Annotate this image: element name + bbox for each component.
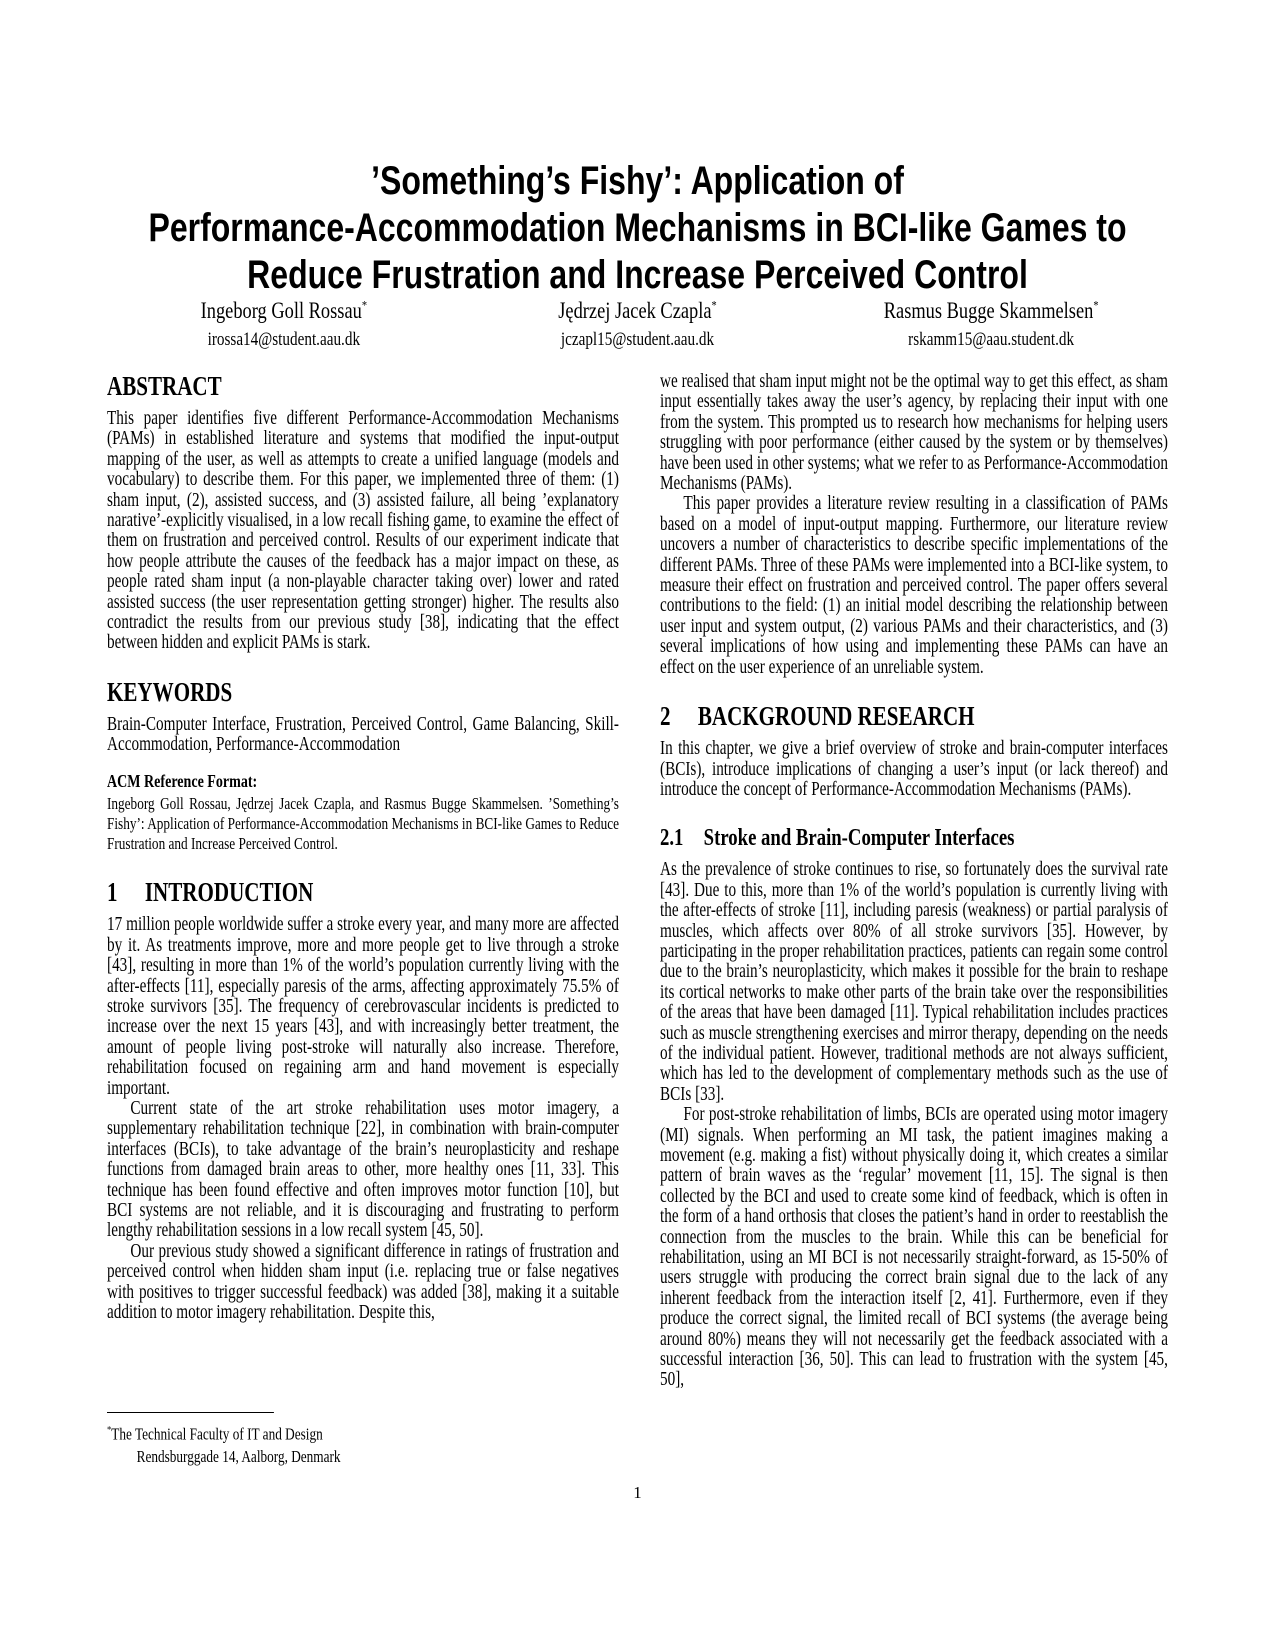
right-column (660, 372, 1168, 1391)
paper-title-line-2: Performance-Accommodation Mechanisms in BCI-like Games to (148, 206, 1127, 250)
author-1 (107, 297, 461, 352)
authors-row (107, 297, 1168, 352)
introduction-section-number: 1 (107, 877, 118, 908)
subsection-2-1-heading (660, 824, 1168, 852)
subsection-2-1-paragraph-1: As the prevalence of stroke continues to rise, so fortunately does the survival rate [43]. Due to this, more than 1% of the world’s population is currently living with the after-effects of stroke [11], including paresis (weakness) or partial paralysis of muscles, which affects over 80% of all stroke survivors [35]. However, by participating in the proper rehabilitation practices, patients can regain some control due to the brain’s neuroplasticity, which makes it possible for the brain to reshape its cortical networks to make other parts of the brain take over the responsibilities of the areas that have been damaged [11]. Typical rehabilitation includes practices such as muscle strengthening exercises and mirror therapy, depending on the needs of the individual patient. However, traditional methods are not always sufficient, which has led to the development of complementary methods such as the use of BCIs [33]. (660, 859, 1168, 1105)
subsection-2-1-title: Stroke and Brain-Computer Interfaces (703, 825, 1015, 852)
author-2-email: jczapl15@student.aau.dk (560, 329, 715, 350)
background-section-title: BACKGROUND RESEARCH (697, 701, 975, 732)
footnote-affiliation: The Technical Faculty of IT and Design (111, 1424, 323, 1444)
author-3-name-text: Rasmus Bugge Skammelsen (883, 298, 1094, 323)
paper-title-line-1: ’Something’s Fishy’: Application of (371, 159, 904, 203)
left-column (107, 372, 619, 1323)
abstract-heading: ABSTRACT (107, 371, 222, 401)
authors-block (107, 297, 1168, 352)
paper-title (107, 158, 1168, 299)
introduction-heading (107, 878, 619, 907)
author-1-footnote-marker: * (361, 297, 368, 313)
author-3 (814, 297, 1168, 352)
author-3-name (814, 297, 1168, 325)
footnote-affiliation-line (107, 1419, 619, 1446)
footnote-marker: * (107, 1424, 112, 1436)
abstract-text: This paper identifies five different Performance-Accommodation Mechanisms (PAMs) in established literature and systems that modified the input-output mapping of the user, as well as attempts to create a unified language (models and vocabulary) to describe them. For this paper, we implemented three of them: (1) sham input, (2), assisted success, and (3) assisted failure, all being ’explanatory narative’-explicitly visualised, in a low recall fishing game, to examine the effect of them on frustration and perceived control. Results of our experiment indicate that how people attribute the causes of the feedback has a major impact on these, as people rated sham input (a non-playable character taking over) lower and rated assisted success (the user representation getting stronger) higher. The results also contradict the results from our previous study [38], indicating that the effect between hidden and explicit PAMs is stark. (107, 408, 619, 654)
author-3-email: rskamm15@aau.student.dk (908, 329, 1075, 350)
author-2-name-text: Jędrzej Jacek Czapla (558, 298, 712, 323)
introduction-continuation-paragraph-1: we realised that sham input might not be the optimal way to get this effect, as sham input essentially takes away the user’s agency, by replacing their input with one from the system. This prompted us to research how mechanisms for helping users struggling with poor performance (either caused by the system or by themselves) have been used in other systems; what we refer to as Performance-Accommodation Mechanisms (PAMs). (660, 371, 1168, 495)
background-paragraph-1: In this chapter, we give a brief overview of stroke and brain-computer interfaces (BCIs), introduce implications of changing a user’s input (or lack thereof) and introduce the concept of Performance-Accommodation Mechanisms (PAMs). (660, 738, 1168, 800)
paper-title-line-3: Reduce Frustration and Increase Perceived Control (247, 253, 1028, 297)
acm-reference-heading: ACM Reference Format: (107, 770, 258, 791)
introduction-paragraph-3: Our previous study showed a significant difference in ratings of frustration and perceived control when hidden sham input (i.e. replacing true or false negatives with positives to trigger successful feedback) was added [38], making it a suitable addition to motor imagery rehabilitation. Despite this, (107, 1240, 619, 1324)
footnote (107, 1412, 619, 1468)
keywords-text: Brain-Computer Interface, Frustration, Perceived Control, Game Balancing, Skill-Accommodation, Performance-Accommodation (107, 713, 619, 756)
introduction-continuation-paragraph-2: This paper provides a literature review resulting in a classification of PAMs based on a model of input-output mapping. Furthermore, our literature review uncovers a number of characteristics to describe specific implementations of the different PAMs. Three of these PAMs were implemented into a BCI-like system, to measure their effect on frustration and perceived control. The paper offers several contributions to the field: (1) an initial model describing the relationship between user input and system output, (2) various PAMs and their characteristics, and (3) several implications of how using and implementing these PAMs can have an effect on the user experience of an unreliable system. (660, 493, 1168, 678)
title-block (107, 158, 1168, 299)
author-1-email: irossa14@student.aau.dk (207, 329, 361, 350)
subsection-2-1-number: 2.1 (660, 825, 684, 852)
author-2-footnote-marker: * (711, 297, 717, 313)
introduction-paragraph-1: 17 million people worldwide suffer a stroke every year, and many more are affected by it. As treatments improve, more and more people get to live through a stroke [43], resulting in more than 1% of the world’s population currently living with the after-effects [11], especially paresis of the arms, affecting approximately 75.5% of stroke survivors [35]. The frequency of cerebrovascular incidents is predicted to increase over the next 15 years [43], and with increasingly better treatment, the amount of people living post-stroke will naturally also increase. Therefore, rehabilitation focused on regaining arm and hand movement is especially important. (107, 914, 619, 1099)
introduction-paragraph-2: Current state of the art stroke rehabilitation uses motor imagery, a supplementary rehabilitation technique [22], in combination with brain-computer interfaces (BCIs), to take advantage of the brain’s neuroplasticity and reshape functions from damaged brain areas to other, more healthy ones [11, 33]. This technique has been found effective and often improves motor function [10], but BCI systems are not reliable, and it is discouraging and frustrating to perform lengthy rehabilitation sessions in a low recall system [45, 50]. (107, 1097, 619, 1242)
keywords-heading: KEYWORDS (107, 676, 233, 707)
background-heading (660, 702, 1168, 731)
introduction-section-title: INTRODUCTION (144, 877, 314, 908)
author-1-name (107, 297, 461, 325)
footnote-address: Rendsburggade 14, Aalborg, Denmark (136, 1446, 341, 1466)
author-3-footnote-marker: * (1093, 297, 1099, 313)
footnote-rule (107, 1412, 274, 1413)
author-2-name (461, 297, 815, 325)
author-1-name-text: Ingeborg Goll Rossau (200, 298, 362, 323)
author-2 (461, 297, 815, 352)
acm-reference-text: Ingeborg Goll Rossau, Jędrzej Jacek Czapla, and Rasmus Bugge Skammelsen. ’Something’s Fishy’: Application of Performance-Accommodation Mechanisms in BCI-like Games to Reduce Frustration and Increase Perceived Control. (107, 793, 619, 854)
page-number: 1 (633, 1483, 642, 1502)
background-section-number: 2 (660, 701, 671, 732)
subsection-2-1-paragraph-2: For post-stroke rehabilitation of limbs, BCIs are operated using motor imagery (MI) signals. When performing an MI task, the patient imagines making a movement (e.g. making a fist) without physically doing it, which creates a similar pattern of brain waves as the ‘regular’ movement [11, 15]. The signal is then collected by the BCI and used to create some kind of feedback, which is often in the form of a hand orthosis that closes the patient’s hand in order to reestablish the connection from the muscles to the brain. While this can be beneficial for rehabilitation, using an MI BCI is not necessarily straight-forward, as 15-50% of users struggle with producing the correct brain signal due to the lack of any inherent feedback from the interaction itself [2, 41]. Furthermore, even if they produce the correct signal, the limited recall of BCI systems (the average being around 80%) means they will not necessarily get the feedback associated with a successful interaction [36, 50]. This can lead to frustration with the system [45, 50], (660, 1104, 1168, 1391)
